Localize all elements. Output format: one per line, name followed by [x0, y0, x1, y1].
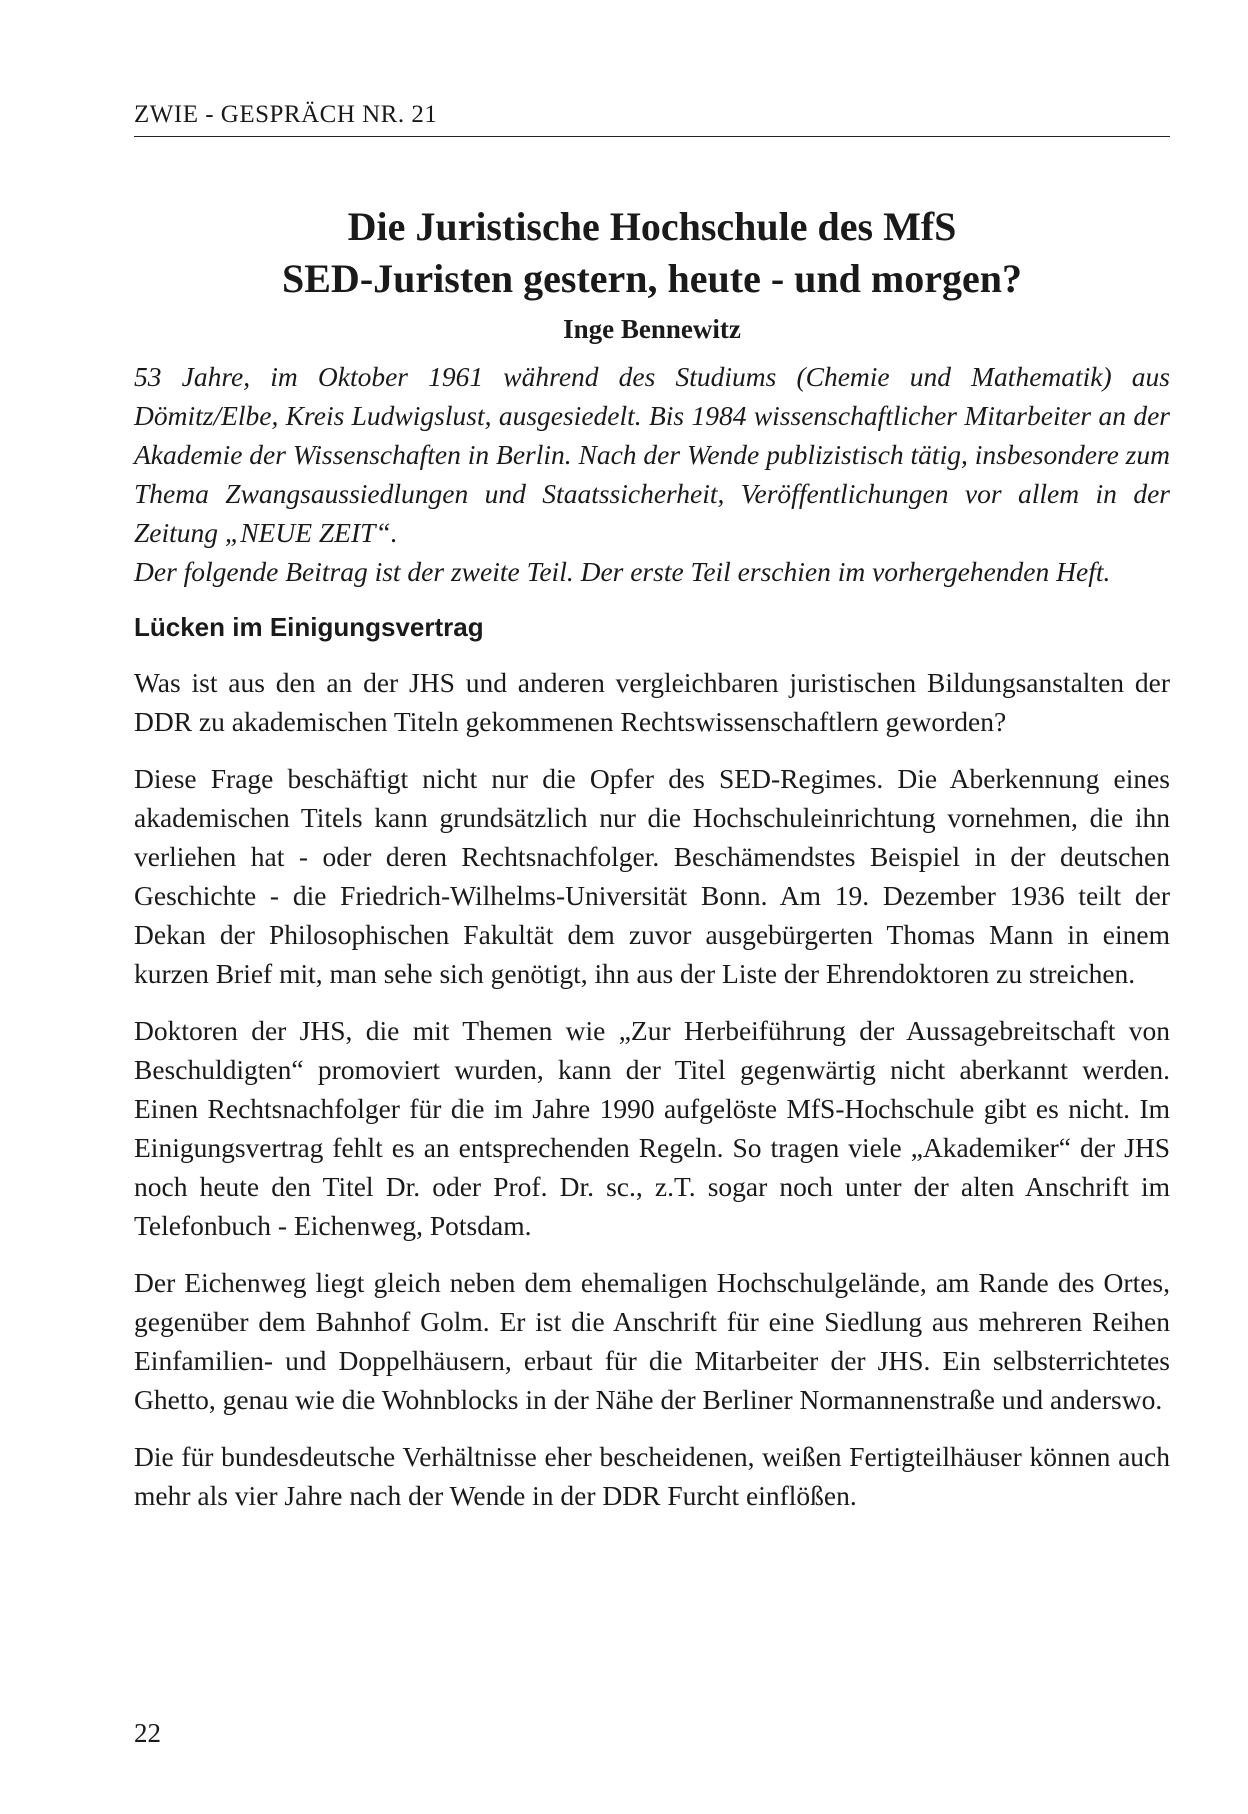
body-paragraph: Doktoren der JHS, die mit Themen wie „Zur Herbeiführung der Aussagebreitschaft von Beschuldigten“ promoviert wurden, kann der Titel gegenwärtig nicht aberkannt werden. Einen Rechtsnachfolger für die im Jahre 1990 aufgelöste MfS-Hochschule gibt es nicht. Im Einigungsvertrag fehlt es an entsprechenden Regeln. So tragen viele „Akademiker“ der JHS noch heute den Titel Dr. oder Prof. Dr. sc., z.T. sogar noch unter der alten Anschrift im Telefonbuch - Eichenweg, Potsdam. — [134, 1015, 1170, 1242]
author-bio — [134, 357, 1170, 591]
bio-paragraph-2: Der folgende Beitrag ist der zweite Teil. Der erste Teil erschien im vorhergehenden Heft. — [134, 555, 1111, 587]
title-line-2: SED-Juristen gestern, heute - und morgen? — [282, 256, 1022, 301]
body-paragraph: Was ist aus den an der JHS und anderen vergleichbaren juristischen Bildungsanstalten der DDR zu akademischen Titeln gekommenen Rechtswissenschaftlern geworden? — [134, 667, 1170, 738]
author-name: Inge Bennewitz — [563, 314, 741, 344]
body-paragraph: Die für bundesdeutsche Verhältnisse eher bescheidenen, weißen Fertigteilhäuser können auch mehr als vier Jahre nach der Wende in der DDR Furcht einflößen. — [134, 1441, 1170, 1512]
section-heading: Lücken im Einigungsvertrag — [134, 611, 484, 642]
title-line-1: Die Juristische Hochschule des MfS — [347, 204, 957, 249]
page-content — [134, 100, 1170, 1515]
bio-paragraph-1: 53 Jahre, im Oktober 1961 während des Studiums (Chemie und Mathematik) aus Dömitz/Elbe, Kreis Ludwigslust, ausgesiedelt. Bis 1984 wissenschaftlicher Mitarbeiter an der Akademie der Wissenschaften in Berlin. Nach der Wende publizistisch tätig, insbesondere zum Thema Zwangsaussiedlungen und Staatssicherheit, Veröffentlichungen vor allem in der Zeitung „NEUE ZEIT“. — [134, 360, 1170, 548]
article-title — [134, 201, 1170, 305]
page-number: 22 — [134, 1718, 161, 1748]
body-paragraph: Der Eichenweg liegt gleich neben dem ehemaligen Hochschulgelände, am Rande des Ortes, gegenüber dem Bahnhof Golm. Er ist die Anschrift für eine Siedlung aus mehreren Reihen Einfamilien- und Doppelhäusern, erbaut für die Mitarbeiter der JHS. Ein selbsterrichtetes Ghetto, genau wie die Wohnblocks in der Nähe der Berliner Normannenstraße und anderswo. — [134, 1267, 1170, 1416]
body-paragraph: Diese Frage beschäftigt nicht nur die Opfer des SED-Regimes. Die Aberkennung eines akademischen Titels kann grundsätzlich nur die Hochschuleinrichtung vornehmen, die ihn verliehen hat - oder deren Rechtsnachfolger. Beschämendstes Beispiel in der deutschen Geschichte - die Friedrich-Wilhelms-Universität Bonn. Am 19. Dezember 1936 teilt der Dekan der Philosophischen Fakultät dem zuvor ausgebürgerten Thomas Mann in einem kurzen Brief mit, man sehe sich genötigt, ihn aus der Liste der Ehrendoktoren zu streichen. — [134, 763, 1170, 990]
running-header: ZWIE - GESPRÄCH NR. 21 — [134, 100, 1170, 137]
